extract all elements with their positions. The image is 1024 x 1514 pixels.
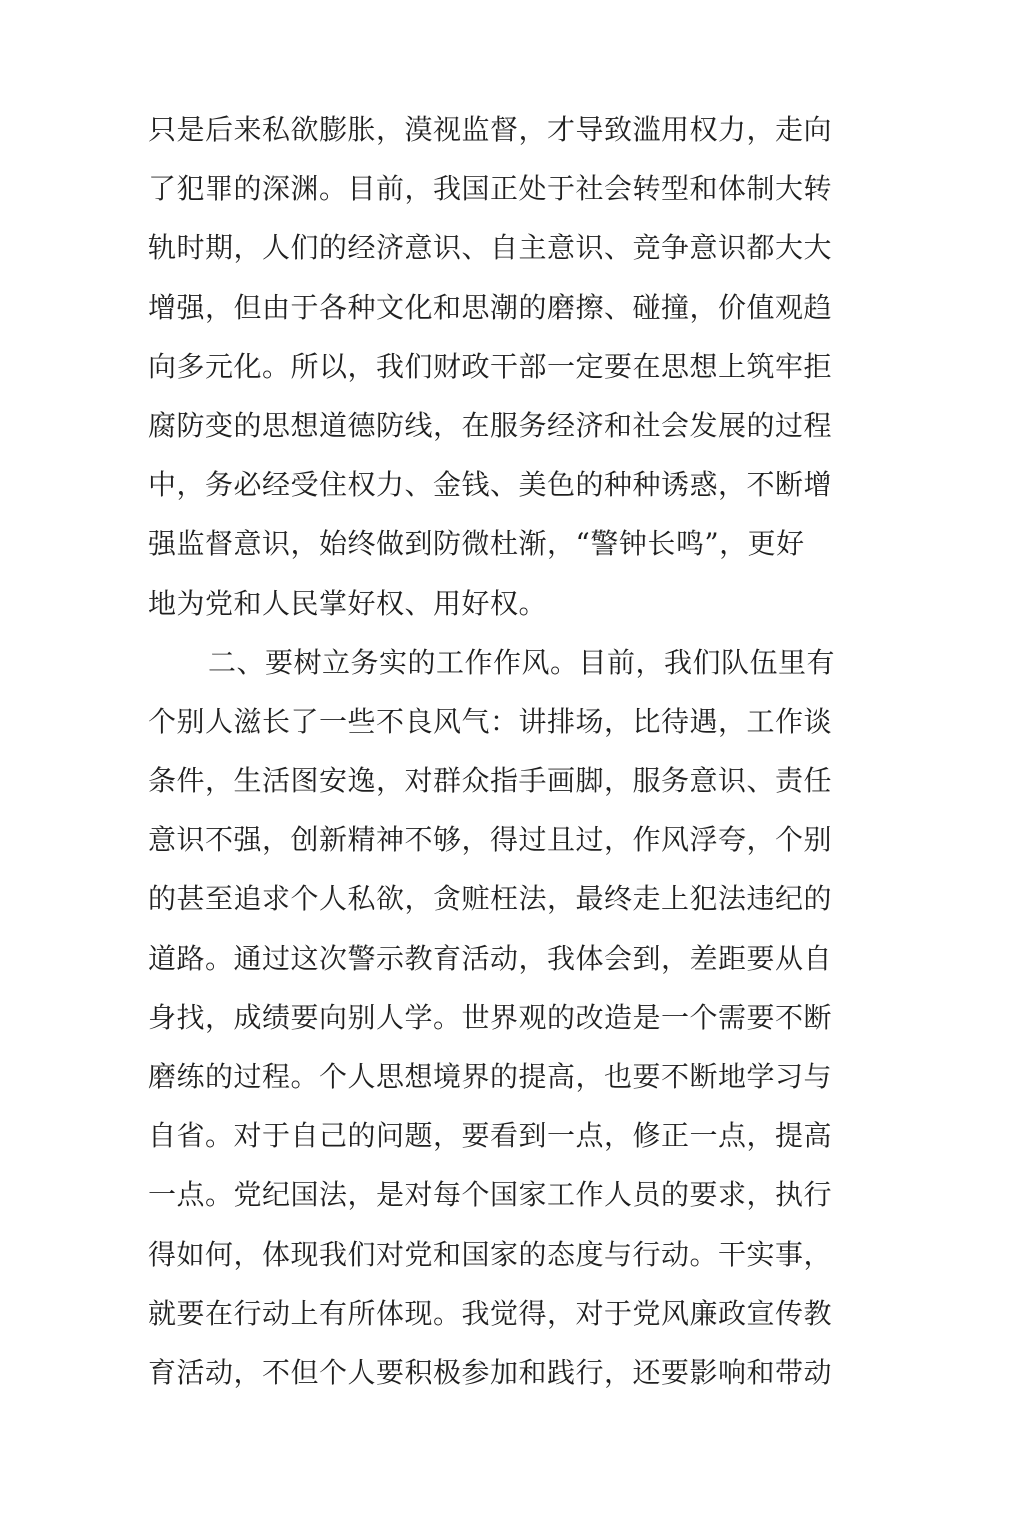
text-line: 强监督意识，始终做到防微杜渐，“警钟长鸣”，更好 [148, 527, 805, 561]
text-line: 育活动，不但个人要积极参加和践行，还要影响和带动 [148, 1355, 833, 1389]
text-line: 轨时期，人们的经济意识、自主意识、竞争意识都大大 [148, 231, 833, 265]
text-line: 个别人滋长了一些不良风气：讲排场，比待遇，工作谈 [148, 704, 833, 738]
text-line: 中，务必经受住权力、金钱、美色的种种诱惑，不断增 [148, 468, 833, 502]
text-line: 增强，但由于各种文化和思潮的磨擦、碰撞，价值观趋 [148, 290, 833, 324]
body-text [148, 100, 868, 1402]
text-line: 条件，生活图安逸，对群众指手画脚，服务意识、责任 [148, 764, 833, 798]
text-line: 自省。对于自己的问题，要看到一点，修正一点，提高 [148, 1119, 833, 1153]
text-line: 向多元化。所以，我们财政干部一定要在思想上筑牢拒 [148, 349, 833, 383]
text-line: 就要在行动上有所体现。我觉得，对于党风廉政宣传教 [148, 1296, 833, 1330]
text-line: 了犯罪的深渊。目前，我国正处于社会转型和体制大转 [148, 172, 833, 206]
text-line: 腐防变的思想道德防线，在服务经济和社会发展的过程 [148, 408, 833, 442]
text-line: 一点。党纪国法，是对每个国家工作人员的要求，执行 [148, 1178, 833, 1212]
text-line: 的甚至追求个人私欲，贪赃枉法，最终走上犯法违纪的 [148, 882, 833, 916]
text-line: 身找，成绩要向别人学。世界观的改造是一个需要不断 [148, 1000, 833, 1034]
text-line: 只是后来私欲膨胀，漠视监督，才导致滥用权力，走向 [148, 113, 833, 146]
text-line: 道路。通过这次警示教育活动，我体会到，差距要从自 [148, 941, 833, 975]
text-line: 意识不强，创新精神不够，得过且过，作风浮夸，个别 [148, 823, 833, 857]
paragraph-start-line: 二、要树立务实的工作作风。目前，我们队伍里有 [208, 645, 836, 679]
text-line: 地为党和人民掌好权、用好权。 [148, 586, 548, 620]
text-line: 磨练的过程。个人思想境界的提高，也要不断地学习与 [148, 1060, 833, 1093]
text-line: 得如何，体现我们对党和国家的态度与行动。干实事， [148, 1237, 833, 1271]
